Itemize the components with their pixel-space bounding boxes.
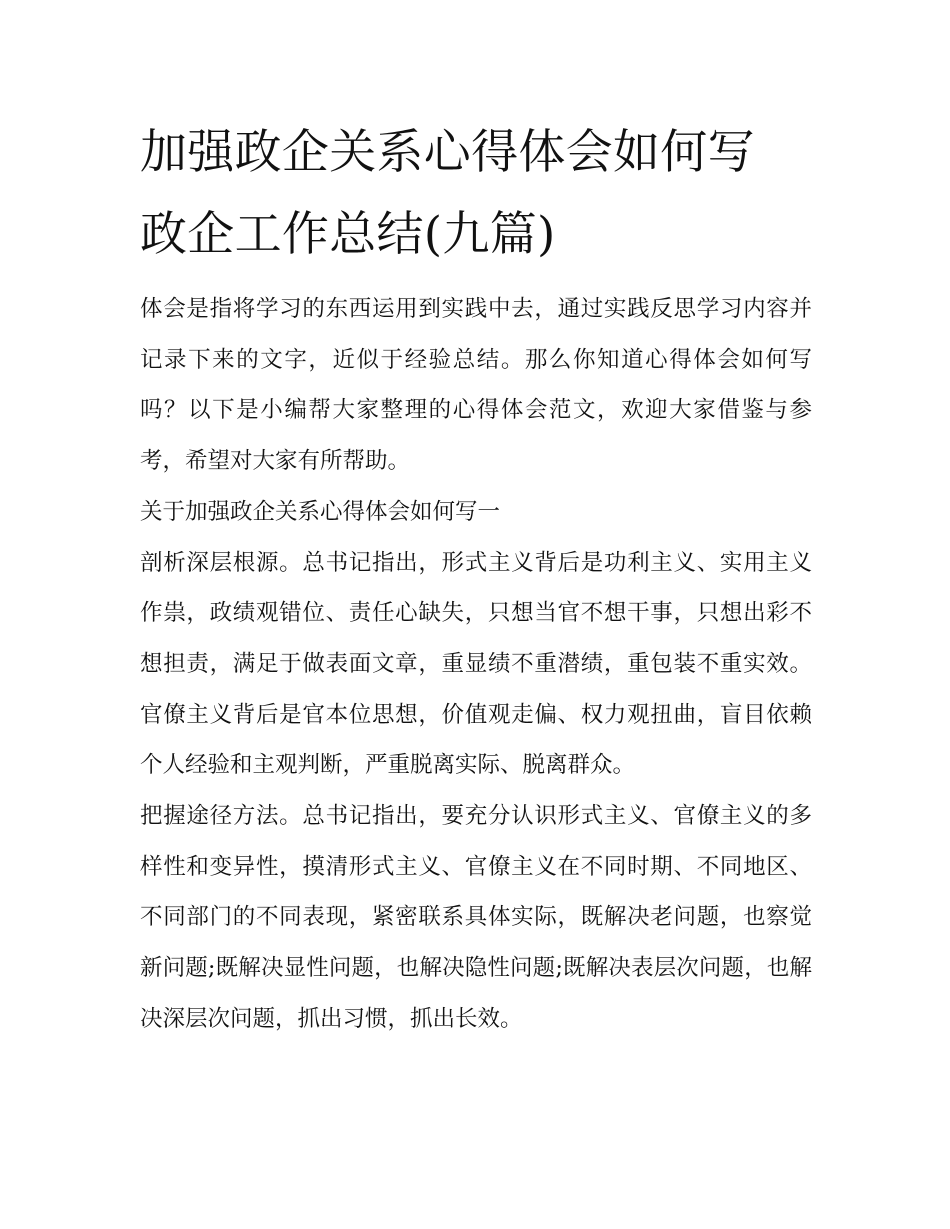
intro-paragraph: 体会是指将学习的东西运用到实践中去，通过实践反思学习内容并记录下来的文字，近似于经验总结。那么你知道心得体会如何写吗？以下是小编帮大家整理的心得体会范文，欢迎大家借鉴与参考，希望对大家有所帮助。 [140,296,812,475]
body-paragraph-root-causes: 剖析深层根源。总书记指出，形式主义背后是功利主义、实用主义作祟，政绩观错位、责任心缺失，只想当官不想干事，只想出彩不想担责，满足于做表面文章，重显绩不重潜绩，重包装不重实效。官僚主义背后是官本位思想，价值观走偏、权力观扭曲，盲目依赖个人经验和主观判断，严重脱离实际、脱离群众。 [140,549,812,779]
section-heading: 关于加强政企关系心得体会如何写一 [140,498,501,525]
document-title [140,112,812,276]
body-paragraph-methods: 把握途径方法。总书记指出，要充分认识形式主义、官僚主义的多样性和变异性，摸清形式主义、官僚主义在不同时期、不同地区、不同部门的不同表现，紧密联系具体实际，既解决老问题，也察觉新问题;既解决显性问题，也解决隐性问题;既解决表层次问题，也解决深层次问题，抓出习惯，抓出长效。 [140,803,812,1032]
title-line-2: 政企工作总结(九篇) [140,207,556,262]
document-body [140,112,812,1045]
title-line-1: 加强政企关系心得体会如何写 [140,125,755,180]
